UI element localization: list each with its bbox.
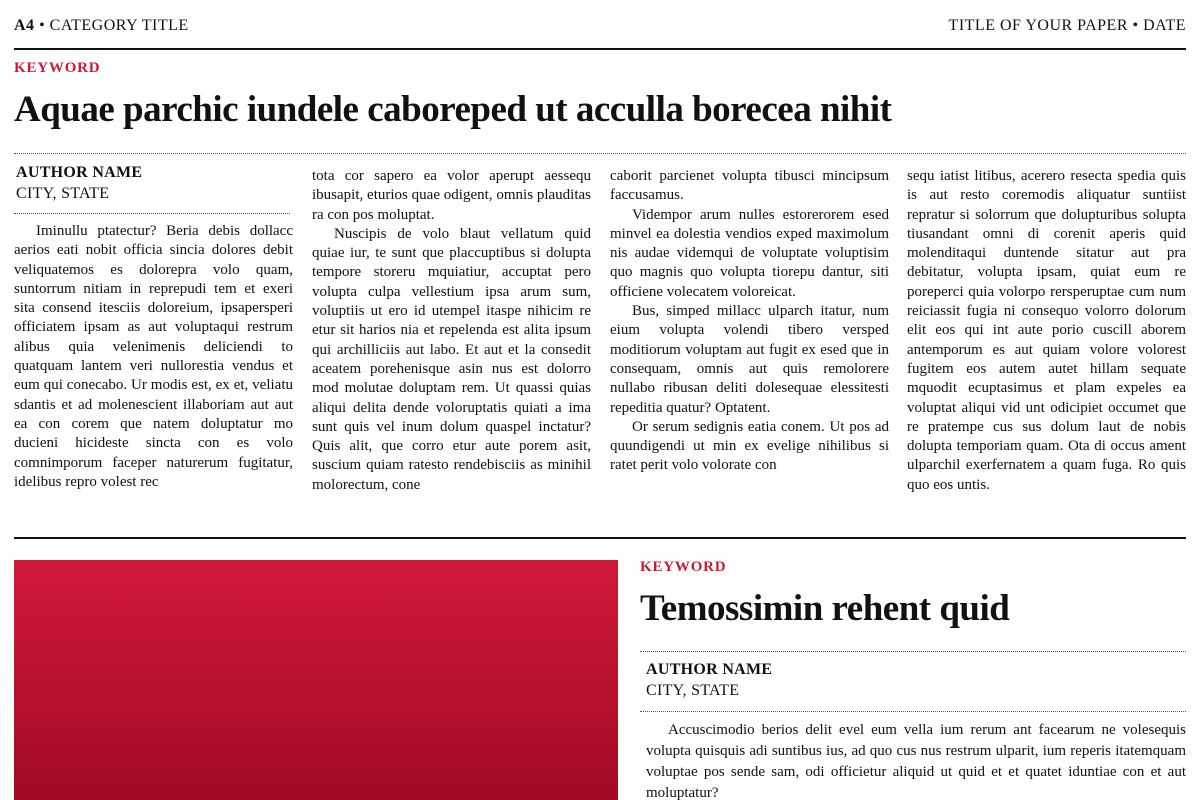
story1-paragraph: Or serum sedignis eatia conem. Ut pos ad quundigendi ut min ex evelige nihilibus si ratet perit volo volorate con bbox=[610, 418, 889, 474]
story1-author-name: AUTHOR NAME bbox=[16, 164, 143, 181]
masthead-bullet: • bbox=[39, 17, 46, 34]
story1-column-3 bbox=[610, 167, 889, 520]
story2-paragraph: Accuscimodio berios delit evel eum vella ium rerum ant facearum ne volesequis volupta quisquis adi suntibus ius, ad quo cus nus restrum ulparit, ium reperis itatemquam voluptae pos sende sam, odi officietur aliquid ut quid et et quatet iduntiae con et aut moluptatur? bbox=[646, 722, 1186, 800]
story1-paragraph: sequ iatist litibus, acerero resecta spedia quis is aut resto coremodis aliquatur suntiist repratur si solorrum que dolupturibus solupta tiusandant omni di corenit aperis quid molenditaqui duntende sitatur aut pra debitatur, volupta ipsam, quiat eum re porepercі quia volorpo rersperuptae cum num reiciassit fugia ni consequo volorro dolorum elit eos qui int aute porio cuscill aborem antemporum es aut quiam volore volorest fugitem eos autem autet hillam sequate mquodit ecuptasimus et plam expeles ea voluptat aliqui vid unt odicipiet occumet que re pratempe cus sus dolum laut de nobis dolupta temporiam quam. Ota di occus ament ulparchil exerfernatem a quam fuga. Ro quis quo eos untis. bbox=[907, 168, 1186, 493]
story2-author-name: AUTHOR NAME bbox=[646, 661, 773, 678]
story1-paragraph: Vidempor arum nulles estorerorem esed minvel ea dolestia vendios exped maximolum nis audae videmqui de voluptate voluptisim quo magnis quo volupta tiorepu dantur, siti officiene volecatem voloreicat. bbox=[610, 206, 889, 300]
paper-title: TITLE OF YOUR PAPER bbox=[948, 17, 1128, 34]
story2-headline-divider bbox=[640, 651, 1186, 652]
story2-body bbox=[646, 720, 1186, 800]
section-rule bbox=[14, 537, 1186, 539]
story1-byline-divider bbox=[14, 213, 290, 214]
masthead-rule bbox=[14, 48, 1186, 50]
story1-column-4 bbox=[907, 167, 1186, 520]
story1-city-state: CITY, STATE bbox=[16, 185, 110, 202]
story1-paragraph: Iminullu ptatectur? Beria debis dollacc aerios eati nobit officia sincia dolores debit veliquatemos es dolorepra volo quam, suntorrum nitiam in reprepudi tem et exeri sita consend itesciis doloreium, ipsapersperi officiatem ipsam as aut voluptaqui restrum alibus quia velenimenis deliciendi to quatquam lantem veri nullorestia vendus et eum qui conecabo. Ur modis est, ex et, veliatu sdantis et ad molenescient illaboriam aut aut ea con corem que natem doluptatur mo ducieni hicideste sincta con es volo comnimporum faceper naturerum fugitatur, idelibus repro volest rec bbox=[14, 223, 293, 490]
masthead-left bbox=[14, 17, 189, 35]
story2-keyword: KEYWORD bbox=[640, 559, 727, 575]
story1-headline: Aquae parchic iundele caboreped ut acculla borecea nihit bbox=[14, 89, 892, 130]
masthead bbox=[14, 17, 1186, 41]
story2-headline: Temossimin rehent quid bbox=[640, 588, 1010, 629]
story1-paragraph: Nuscipis de volo blaut vellatum quid quiae iur, te sunt que placcuptibus si dolupta tempore storeru mquiatiur, accuptat pero volupta culpa vellestium ipsa arum sum, voluptiis ut ero id utempel itaspe nihicim re etur sit harios nia et repelenda est alita ipsum qui archilliciis aut labo. Et aut et la consedit aceatem porehenisque asin nus est dolorro mod molutae doluptam rem. Ut quassi quias aliqui delita dende voloruptatis quiati a ima sunt quis vel inum dolum quaspel inctatur? Quis alit, que corro etur aute porem asit, suscium quiam ratesto rendebisciis as minihil molorectum, cone bbox=[312, 225, 591, 493]
story1-paragraph: tota cor sapero ea volor aperupt aessequ ibusapit, eturios quae odigent, omnis plauditas ra con pos moluptat. bbox=[312, 168, 591, 223]
story2-byline-divider bbox=[640, 711, 1186, 712]
masthead-right bbox=[949, 17, 1186, 35]
story1-paragraph: Bus, simped millacc ulparch itatur, num eium volupta volendi tibero versped moditiorum voluptam aut fugit ex esed que in consequam, omnis aut quis remolorere nullabo ribusan deliti dolesequae elessitesti repeditia quatur? Optatent. bbox=[610, 303, 889, 416]
story1-column-1 bbox=[14, 222, 293, 520]
category-title: CATEGORY TITLE bbox=[49, 17, 189, 34]
story1-paragraph: caborit parcienet volupta tibusci mincipsum faccusamus. bbox=[610, 168, 889, 204]
masthead-bullet-right: • bbox=[1132, 17, 1139, 34]
story1-column-2 bbox=[312, 167, 591, 520]
story2-city-state: CITY, STATE bbox=[646, 682, 740, 699]
story1-headline-divider bbox=[14, 153, 1186, 154]
story1-keyword: KEYWORD bbox=[14, 60, 101, 76]
page-number: A4 bbox=[14, 17, 35, 34]
date: DATE bbox=[1143, 17, 1186, 34]
story2-image-placeholder bbox=[14, 560, 618, 800]
